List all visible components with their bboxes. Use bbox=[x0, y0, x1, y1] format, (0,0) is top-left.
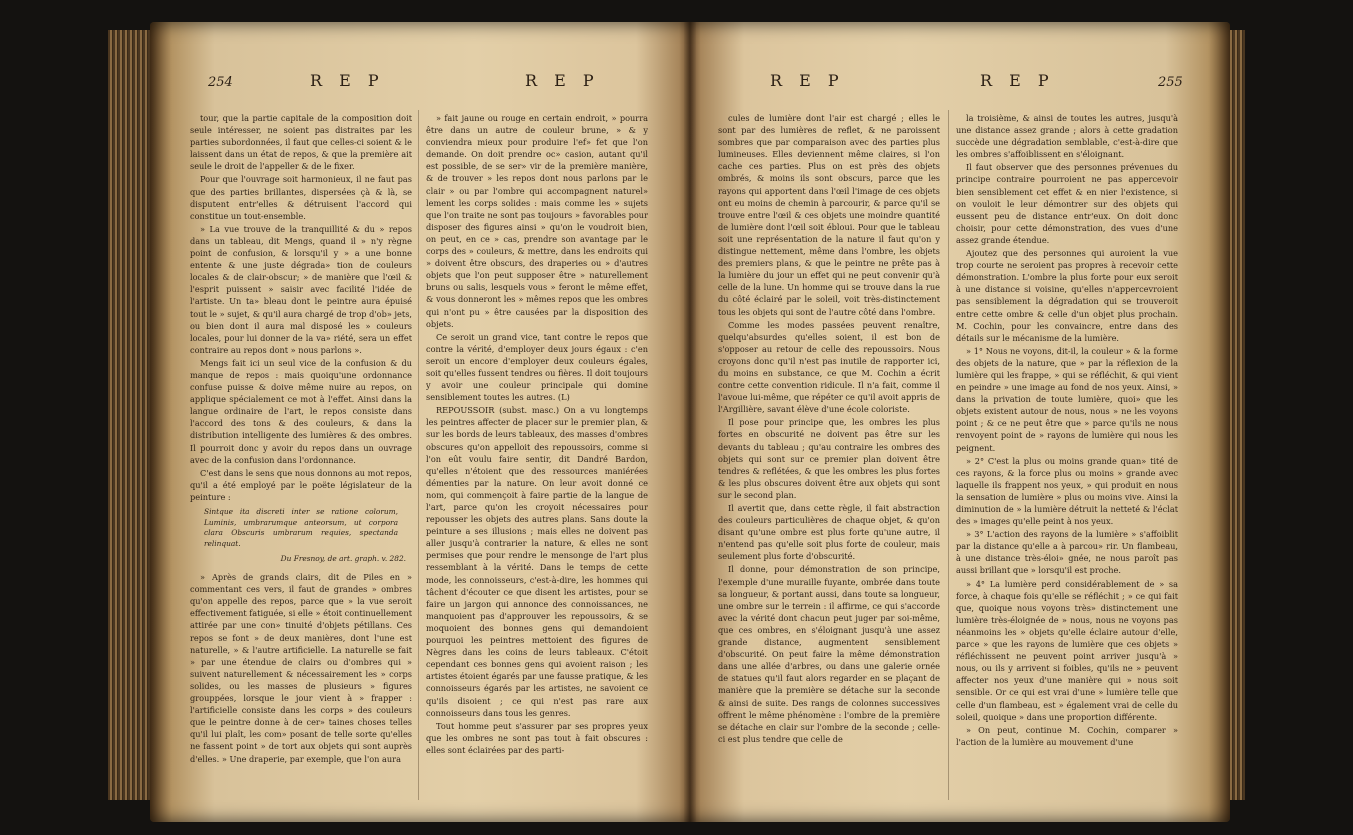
paragraph: » fait jaune ou rouge en certain endroit, » pourra être dans un autre de couleur brune, » & y conviendra mieux pour produire l'ef» fet que l'on demande. On doit prendre oc» casion, autant qu'il est possible, de se ser» vir de la première manière, & de trouver » les repos dont nous parlons par le clair » ou par l'ombre qui accompagnent naturel» lement les corps solides : mais comme les » sujets que l'on traite ne sont pas toujours » favorables pour disposer des figures ainsi » qu'on le voudroit bien, on peut, en ce » cas, prendre son avantage par le corps des » couleurs, & mettre, dans les endroits qui » doivent être obscurs, des draperies ou » d'autres objets que l'on peut supposer être » naturellement bruns ou salis, lesquels vous » feront le même effet, & vous donneront les » mêmes repos que les ombres qui n'ont pu » être causées par la disposition des objets. bbox=[426, 113, 648, 329]
running-head: R E P bbox=[525, 71, 600, 90]
paragraph: » 2° C'est la plus ou moins grande quan» tité de ces rayons, & la force plus ou moins » grande avec laquelle ils frappent nos yeux, » qui produit en nous la sensation de lumière » plus ou moins vive. Ainsi la diminution de » la lumière détruit la netteté & l'éclat des » images qu'elle peint à nos yeux. bbox=[956, 455, 1178, 527]
right-page bbox=[690, 22, 1230, 822]
paragraph: Tout homme peut s'assurer par ses propres yeux que les ombres ne sont pas tout à fait obscures : elles sont éclairées par des parti- bbox=[426, 720, 648, 755]
running-head: R E P bbox=[980, 71, 1055, 90]
text-column bbox=[718, 112, 940, 802]
running-head: R E P bbox=[310, 71, 385, 90]
paragraph: Il donne, pour démonstration de son principe, l'exemple d'une muraille fuyante, ombrée dans toute sa longueur, & portant aussi, dans toute sa longueur, une ombre sur le terrein : il affirme, ce qui s'accorde avec la vérité dont chacun peut juger par soi-même, que ces ombres, en s'éloignant jusqu'à une assez grande distance, augmentent sensiblement d'obscurité. On peut faire la même démonstration dans une allée d'arbres, ou dans une galerie ornée de statues qu'il faut alors regarder en se plaçant de manière que la première se détache sur la seconde & ainsi de suite. Des rangs de colonnes successives offrent le même phénomène : l'ombre de la première se détache en clair sur l'ombre de la seconde ; celle-ci est plus tendre que celle de bbox=[718, 564, 940, 744]
text-column bbox=[956, 112, 1178, 802]
paragraph: Comme les modes passées peuvent renaître, quelqu'absurdes qu'elles soient, il est bon de s'opposer au retour de celle des repoussoirs. Nous croyons donc qu'il n'est pas inutile de rapporter ici, du moins en substance, ce que M. Cochin a écrit contre cette convention ridicule. Il n'a fait, comme il l'avoue lui-même, que répéter ce qu'il avoit appris de l'Argillière, savant élève d'une école coloriste. bbox=[718, 319, 940, 415]
open-book-spread bbox=[150, 22, 1230, 822]
paragraph: Ce seroit un grand vice, tant contre le repos que contre la vérité, d'employer deux jours égaux : c'en seroit un encore d'employer deux couleurs égales, soit qu'elles fussent tendres ou fières. Il doit toujours y avoir une couleur principale qui domine sensiblement toutes les autres. (L) bbox=[426, 331, 648, 403]
paragraph: » 4° La lumière perd considérablement de » sa force, à chaque fois qu'elle se réfléchit ; » ce qui fait que, quoique nous voyons très» distinctement une lumière très-éloignée de » nous, nous ne voyons pas néanmoins les » objets qu'elle éclaire autour d'elle, parce » que les rayons de lumière que ces objets » réfléchissent ne peuvent point arriver jusqu'à » nous, ou ils y arrivent si foibles, qu'ils ne » peuvent affecter nos yeux d'une manière qui » nous soit sensible. Or ce qui est vrai d'une » lumière telle que celle d'un flambeau, est » également vrai de celle du soleil, quoique » dans une proportion différente. bbox=[956, 578, 1178, 722]
paragraph: Mengs fait ici un seul vice de la confusion & du manque de repos : mais quoiqu'une ordonnance confuse puisse & doive même nuire au repos, on applique spécialement ce mot à l'effet. Ainsi dans la langue ordinaire de l'art, le repos consiste dans l'accord des tons & des couleurs, & dans la distribution intelligente des lumières & des ombres. Il pourroit donc y avoir du repos dans un ouvrage avec de la confusion dans l'ordonnance. bbox=[190, 357, 412, 465]
paragraph: Sintque ita discreti inter se ratione colorum, Luminis, umbrarumque anteorsum, ut corpora clara Obscuris umbrarum requies, spectanda relinquat. bbox=[204, 507, 398, 548]
paragraph: Du Fresnoy, de art. graph. v. 282. bbox=[280, 554, 406, 563]
text-column bbox=[426, 112, 648, 802]
column-rule bbox=[418, 110, 419, 800]
paragraph: » On peut, continue M. Cochin, comparer » l'action de la lumière au mouvement d'une bbox=[956, 724, 1178, 747]
paragraph: REPOUSSOIR (subst. masc.) On a vu longtemps les peintres affecter de placer sur le premier plan, & sur les bords de leurs tableaux, des masses d'ombres obscures qu'on appelloit des repoussoirs, comme si l'on eût voulu faire sentir, dit Dandré Bardon, qu'elles n'étoient que des ressources maniérées démenties par la nature. On leur avoit donné ce nom, qui commençoit à faire partie de la langue de l'art, parce qu'on les croyoit nécessaires pour repousser les objets des autres plans. Sans doute la peinture a ses illusions ; mais elles ne doivent pas aller jusqu'à contrarier la nature, & elles ne sont permises que pour rendre le mensonge de l'art plus ressemblant à la vérité. Dans le temps de cette mode, les connoisseurs, c'est-à-dire, les hommes qui tâchent d'écouter ce que disent les artistes, pour se faire un jargon qui annonce des connoissances, ne manquoient pas d'approuver les repoussoirs, & se moquoient des bonnes gens qui demandoient pourquoi les peintres mettoient des figures de Nègres dans les coins de leurs tableaux. C'étoit cependant ces bonnes gens qui avoient raison ; les artistes étoient égarés par une fausse pratique, & les connoisseurs égarés par les artistes, ne savoient ce qu'ils disoient ; ce qui n'est pas rare aux connoisseurs dans tous les genres. bbox=[426, 405, 648, 718]
left-page bbox=[150, 22, 690, 822]
paragraph: » 3° L'action des rayons de la lumière » s'affoiblit par la distance qu'elle a à parcou» rir. Un flambeau, à une distance très-éloi» gnée, ne nous paroît pas aussi brillant que » lorsqu'il est proche. bbox=[956, 529, 1178, 576]
page-number: 254 bbox=[208, 75, 233, 90]
paragraph: Ajoutez que des personnes qui auroient la vue trop courte ne seroient pas propres à recevoir cette démonstration. L'ombre la plus forte pour eux seroit à une distance si voisine, qu'elles n'appercevroient pas sensiblement la dégradation qui se trouveroit entre cette ombre & celle d'un objet plus prochain. M. Cochin, pour les convaincre, entre dans des détails sur le mécanisme de la lumière. bbox=[956, 248, 1178, 343]
paragraph: C'est dans le sens que nous donnons au mot repos, qu'il a été employé par le poëte législateur de la peinture : bbox=[190, 467, 412, 502]
running-head: R E P bbox=[770, 71, 845, 90]
paragraph: » Après de grands clairs, dit de Piles en » commentant ces vers, il faut de grandes » ombres qu'on appelle des repos, parce que » la vue seroit effectivement fatiguée, si elle » étoit continuellement attirée par une con» tinuité d'objets pétillans. Ces repos se font » de deux manières, dont l'une est naturelle, » & l'autre artificielle. La naturelle se fait » par une étendue de clairs ou d'ombres qui » suivent naturellement & nécessairement les » corps solides, ou les masses de plusieurs » figures grouppées, lorsque le jour vient à » frapper : l'artificielle consiste dans les corps » des couleurs que le peintre donne à de cer» taines choses telles qu'il lui plaît, les com» posant de telle sorte qu'elles ne fassent point » de tort aux objets qui sont auprès d'elles. » Une draperie, par exemple, que l'on aura bbox=[190, 572, 412, 764]
paragraph: Il pose pour principe que, les ombres les plus fortes en obscurité ne doivent pas être sur les devants du tableau ; qu'au contraire les ombres des objets qui sont sur ce premier plan doivent être tendres & reflétées, & que les ombres les plus fortes & les plus obscures doivent être aux objets qui sont sur le second plan. bbox=[718, 417, 940, 500]
paragraph: la troisième, & ainsi de toutes les autres, jusqu'à une distance assez grande ; alors à cette gradation succède une dégradation semblable, c'est-à-dire que les ombres s'affoiblissent en s'éloignant. bbox=[956, 113, 1178, 160]
paragraph: Pour que l'ouvrage soit harmonieux, il ne faut pas que des parties brillantes, dispersées çà & là, se disputent entr'elles & détruisent l'accord qui constitue un tout-ensemble. bbox=[190, 174, 412, 221]
paragraph: cules de lumière dont l'air est chargé ; elles le sont par des lumières de reflet, & ne paroissent sombres que par comparaison avec des parties plus lumineuses. Elles deviennent même claires, si l'on cache ces parties. Plus on est près des objets ombrés, & moins ils sont obscurs, parce que les rayons qui apportent dans l'œil l'image de ces objets ont eu moins de chemin à parcourir, & parce qu'il se trouve entre l'œil & ces objets une moindre quantité de lumière dont l'œil soit ébloui. Pour que le tableau soit une représentation de la nature il faut qu'on y distingue nettement, même dans l'ombre, les objets des premiers plans, & que le peintre ne prête pas à la lumière du jour un effet qui ne peut convenir qu'à celle de la lune. Un homme qui se trouve dans la rue du côté éclairé par le soleil, voit très-distinctement tous les objets qui sont de l'autre côté dans l'ombre. bbox=[718, 113, 940, 317]
paragraph: Il faut observer que des personnes prévenues du principe contraire pourroient ne pas appercevoir bien sensiblement cet effet & en nier l'existence, si on vouloit le leur démontrer sur des objets qui eussent peu de distance entr'eux. On doit donc choisir, pour cette démonstration, des vues d'une assez grande étendue. bbox=[956, 162, 1178, 245]
left-page-edges bbox=[108, 30, 150, 800]
paragraph: » 1° Nous ne voyons, dit-il, la couleur » & la forme des objets de la nature, que » par la réflexion de la lumière qui les frappe, » qui se réfléchit, & qui vient en peindre » une image au fond de nos yeux. Ainsi, » dans la privation de toute lumière, quoi» que les objets existent autour de nous, nous » ne les voyons point ; & ce ne peut être que » parce qu'ils ne nous renvoyent point de » rayons de lumière qui nous les peignent. bbox=[956, 345, 1178, 453]
text-column bbox=[190, 112, 412, 802]
page-number: 255 bbox=[1158, 75, 1183, 90]
paragraph: » La vue trouve de la tranquillité & du » repos dans un tableau, dit Mengs, quand il » n'y règne point de confusion, & lorsqu'il y » a une bonne entente & une juste dégrada» tion de couleurs locales & de clair-obscur; » de manière que l'œil & l'esprit puissent » saisir avec facilité l'idée de l'artiste. Un ta» bleau dont le peintre aura épuisé tout le » sujet, & qu'il aura chargé de trop d'ob» jets, ou bien dont il aura mal disposé les » couleurs locales, pour lui donner de la va» riété, sera un effet contraire au repos dont » nous parlons ». bbox=[190, 223, 412, 355]
column-rule bbox=[948, 110, 949, 800]
paragraph: tour, que la partie capitale de la composition doit seule intéresser, ne soient pas distraites par les parties subordonnées, il faut que celles-ci soient & le laissent dans un état de repos, & que la première ait seule le droit de l'appeller & de le fixer. bbox=[190, 113, 412, 172]
paragraph: Il avertit que, dans cette règle, il fait abstraction des couleurs particulières de chaque objet, & qu'on disant qu'une ombre est plus forte qu'une autre, il n'entend pas qu'elle soit plus forte de couleur, mais seulement plus forte d'obscurité. bbox=[718, 503, 940, 562]
